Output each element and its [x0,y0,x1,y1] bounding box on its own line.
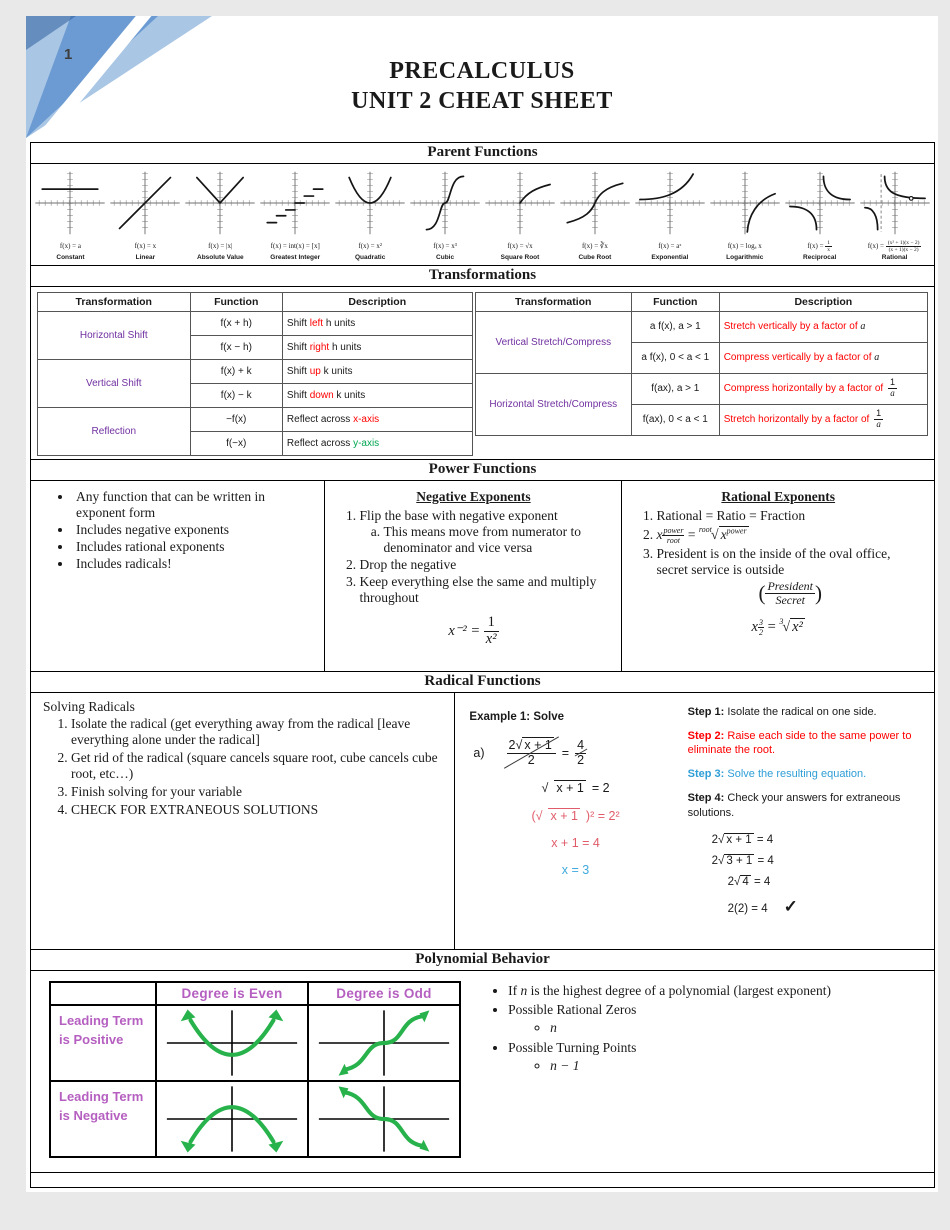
parent-function-formula: f(x) = x³ [433,242,457,251]
radicand: $x^{power}$ [720,526,747,542]
desc-pre: Shift [286,341,310,353]
transformation-description [719,311,927,342]
parent-function-constant [33,167,108,262]
desc-text: Stretch horizontally by a factor of [723,414,873,426]
parent-function-formula: f(x) = |x| [208,242,233,251]
example-title: Example 1: Solve [469,710,565,723]
transformation-name: Reflection [38,407,191,455]
table-header-row [50,982,460,1005]
step-item [359,574,611,606]
transformation-function: a f(x), a > 1 [631,311,719,342]
poly-header-degree-odd: Degree is Odd [308,982,460,1005]
transformation-function: f(−x) [190,431,282,455]
transformation-function: −f(x) [190,407,282,431]
polynomial-behavior-section [31,971,934,1172]
lhs-fraction: $\frac{2√ x + 1}{2}$ [507,739,556,768]
parent-function-quadratic [333,167,408,262]
equals-sign: = [767,618,776,635]
desc-pre: Shift [286,317,310,329]
parent-functions-row [31,164,934,265]
example-line-2: √ x + 1 = 2 [541,780,610,796]
transformations-table-left [37,292,473,456]
equals-sign: = [687,526,696,542]
section-header-parent-functions: Parent Functions [31,143,934,164]
table-row [38,359,473,383]
linear-graph-icon [108,167,182,239]
step-text: Raise each side to the same power to eliminate the root. [687,729,912,757]
step-text: President is on the inside of the oval office, secret service is outside [656,546,891,578]
step-item: 3. Finish solving for your variable [71,784,442,800]
root-index: root [698,524,712,534]
desc-keyword: up [309,365,321,377]
rational-exponents-steps [632,508,924,608]
parent-function-cube-root [557,167,632,262]
parent-function-reciprocal [782,167,857,262]
radicand: 4 [742,875,749,888]
table-row [475,311,927,342]
polynomial-notes [462,981,928,1158]
transformations-table-right [475,292,928,436]
mnemonic-fraction: $\frac{\text{President}}{\text{Secret}}$ [767,579,813,608]
root-index: 3 [779,616,784,626]
step-label: Step 2: [687,729,725,742]
negative-exponent-example [335,615,611,648]
transformation-name: Horizontal Shift [38,311,191,359]
parent-function-rational [857,167,932,262]
check-line-3: 2√ 4 = 4 [727,875,771,888]
sub-bullet-item: ◦ n [550,1020,924,1036]
odd-negative-graph-icon [309,1082,459,1156]
radicand: x + 1 [556,781,584,796]
radicand: x² [792,618,803,635]
transformation-function: f(ax), 0 < a < 1 [631,404,719,435]
desc-keyword: left [309,317,324,329]
formula-prefix: f(x) = [807,242,824,251]
solving-radicals-steps [43,716,442,818]
example-line-3: (√ x + 1 )² = 2² [531,808,620,824]
checkmark-icon: ✓ [783,896,798,916]
president-secret-mnemonic [656,580,924,607]
check-line-4: 2(2) = 4 ✓ [727,896,798,916]
sub-bullet-item: ◦ n − 1 [550,1058,924,1074]
desc-text: Stretch vertically by a factor of [723,321,861,333]
sub-bullets [508,1058,924,1074]
radicand: x + 1 [726,833,752,846]
check-line-2: 2√ 3 + 1 = 4 [711,854,774,867]
parent-function-exponential [632,167,707,262]
parent-function-formula: f(x) = aˣ [658,242,682,251]
cheat-sheet-frame [30,142,935,1188]
example-part-label: a) [473,746,485,761]
col-header-description: Description [282,292,472,311]
example-lhs: x⁻² = [448,622,481,639]
step-text: Check your answers for extraneous solutions. [687,792,901,820]
logarithmic-graph-icon [708,167,782,239]
example-line-1 [469,739,681,768]
rational-exponent-example [632,617,924,637]
radicand: x + 1 [524,737,552,752]
bullet-item: • Includes negative exponents [73,522,314,538]
step-item: 2. Get rid of the radical (square cancels square root, cube cancels cube root, etc…) [71,750,442,782]
table-row [50,1081,460,1157]
table-row [475,373,927,404]
end-behavior-grid [49,981,462,1158]
greatest-integer-graph-icon [258,167,332,239]
cubic-graph-icon [408,167,482,239]
step-text: Drop the negative [359,556,457,572]
even-negative-graph-icon [157,1082,307,1156]
step-3 [688,767,922,782]
transformation-function: f(x + h) [190,311,282,335]
formula-fraction: $\frac{1}{x}$ [827,239,831,253]
transformation-description [282,359,472,383]
col-header-description: Description [719,292,927,311]
parent-function-name: Quadratic [354,254,386,261]
rational-graph-icon [858,167,932,239]
corner-decoration [26,16,246,156]
transformation-function: f(x) − k [190,383,282,407]
parent-function-formula [868,239,922,254]
bullet-item: • Possible Turning Points ◦ n − 1 [508,1040,924,1074]
sub-bullets [508,1020,924,1036]
right-paren: ) [814,581,822,606]
parent-function-name: Linear [135,254,156,261]
parent-function-formula: f(x) = ∛x [581,242,608,251]
negative-exponents-column [324,481,622,671]
desc-keyword: y-axis [353,437,380,449]
radical-functions-section [31,693,934,949]
table-row [50,1005,460,1081]
coefficient: 2√ [508,737,523,752]
step-text: Solve the resulting equation. [727,768,867,781]
example-line-4: x + 1 = 4 [551,836,600,851]
step-text: Flip the base with negative exponent [359,507,558,523]
example-line-5: x = 3 [561,863,590,878]
poly-row-leading-positive: Leading Term is Positive [50,1005,156,1081]
rational-exponents-heading: Rational Exponents [721,488,836,504]
section-header-polynomial-behavior: Polynomial Behavior [31,949,934,971]
parent-function-name: Cubic [436,254,455,261]
step-4 [688,791,922,821]
step-item: 1. Isolate the radical (get everything away from the radical [leave everything alone under the radical] [71,716,442,748]
parent-function-linear [108,167,183,262]
equals-sign: = [561,746,570,761]
parent-function-formula: f(x) = √x [507,242,533,251]
radical-sign: √ [710,527,719,543]
parent-function-absolute-value [183,167,258,262]
negative-exponents-heading: Negative Exponents [416,488,531,504]
rhs-fraction: $\frac{4}{2}$ [577,737,585,767]
section-header-radical-functions: Radical Functions [31,671,934,693]
polynomial-behavior-table [49,981,461,1158]
transformation-function: f(x − h) [190,335,282,359]
polynomial-bullets [484,983,924,1074]
desc-post: h units [329,341,362,353]
power-overview-column [31,481,324,671]
transformation-description [282,431,472,455]
negative-exponents-steps [335,508,611,606]
poly-row-leading-negative: Leading Term is Negative [50,1081,156,1157]
constant-graph-icon [33,167,107,239]
substeps [359,524,611,556]
parent-function-logarithmic [707,167,782,262]
odd-positive-graph-icon [309,1006,459,1080]
desc-keyword: x-axis [353,413,380,425]
table-header-row [475,292,927,311]
desc-text: Compress vertically by a factor of [723,352,875,364]
variable-n: n [520,982,528,998]
power-functions-section [31,481,934,671]
parent-function-formula: f(x) = x² [358,242,382,251]
transformation-description [282,407,472,431]
left-paren: ( [758,581,766,606]
document-page [26,16,938,1192]
desc-post: h units [323,317,356,329]
section-header-transformations: Transformations [31,265,934,287]
transformation-description [282,383,472,407]
step-2 [688,729,922,759]
steps-column [686,693,934,949]
parent-function-formula [807,239,832,254]
step-item: 4. CHECK FOR EXTRANEOUS SOLUTIONS [71,802,442,818]
desc-keyword: right [309,341,330,353]
desc-fraction: $\frac{1}{a}$ [889,377,895,399]
table-header-row [38,292,473,311]
transformation-name: Horizontal Stretch/Compress [475,373,631,435]
poly-header-degree-even: Degree is Even [156,982,308,1005]
col-header-transformation: Transformation [38,292,191,311]
radicand: 3 + 1 [726,854,753,867]
check-line-1: 2√ x + 1 = 4 [711,833,774,846]
transformation-function: f(ax), a > 1 [631,373,719,404]
desc-pre: Shift [286,389,310,401]
step-item [656,525,924,545]
transformation-function: f(x) + k [190,359,282,383]
parent-function-name: Rational [881,254,908,261]
bullet-item: • Includes radicals! [73,556,314,572]
parent-function-cubic [408,167,483,262]
transformation-function: a f(x), 0 < a < 1 [631,342,719,373]
desc-post: k units [333,389,366,401]
parent-function-formula: f(x) = int(x) = [x] [270,242,320,251]
bullet-item: • If n is the highest degree of a polynomial (largest exponent) [508,983,924,999]
parent-function-name: Cube Root [578,254,612,261]
parent-function-formula: f(x) = x [134,242,157,251]
transformation-description [282,335,472,359]
radicand: x + 1 [550,809,578,824]
step-text: Keep everything else the same and multiply throughout [359,573,597,605]
title-line-1: PRECALCULUS [389,58,575,84]
footer-strip [31,1172,934,1187]
example-fraction: $\frac{1}{\text{x²}}$ [485,613,497,647]
step-item [359,508,611,556]
cube-root-graph-icon [558,167,632,239]
reciprocal-graph-icon [783,167,857,239]
parent-function-name: Greatest Integer [270,254,321,261]
desc-pre: Shift [286,365,310,377]
check-work [688,834,922,917]
bullet-item: • Includes rational exponents [73,539,314,555]
example-exponent-fraction: $\frac{3}{2}$ [758,617,763,637]
table-row [38,311,473,335]
square-root-graph-icon [483,167,557,239]
desc-pre: Reflect across [286,437,354,449]
title-line-2: UNIT 2 CHEAT SHEET [351,88,613,114]
solving-radicals-column [31,693,455,949]
col-header-function: Function [631,292,719,311]
parent-function-square-root [483,167,558,262]
exponential-graph-icon [633,167,707,239]
parent-function-formula: f(x) = a [59,242,81,251]
exponent-fraction: $\frac{\text{power}}{\text{root}}$ [663,525,684,545]
step-item [656,546,924,607]
parent-function-greatest-integer [258,167,333,262]
even-positive-graph-icon [157,1006,307,1080]
substep-item [383,524,611,556]
desc-fraction: $\frac{1}{a}$ [876,408,882,430]
transformation-description [719,373,927,404]
col-header-function: Function [190,292,282,311]
formula-prefix: f(x) = [867,242,884,251]
transformation-description [719,342,927,373]
example-base: x [751,618,758,635]
desc-variable: a [874,352,880,364]
step-item [656,508,924,524]
transformation-description [719,404,927,435]
formula-fraction: $\frac{\text{(x² + 1)(x − 2)}}{(x + 1)(x - 2)}$ [887,239,920,253]
parent-function-name: Square Root [500,254,540,261]
transformation-name: Vertical Shift [38,359,191,407]
bullet-item: • Any function that can be written in exponent form [73,489,314,521]
solving-radicals-heading: Solving Radicals [43,698,135,714]
transformation-description [282,311,472,335]
radical-sign: √ [782,619,791,635]
step-label: Step 3: [687,768,725,781]
power-overview-bullets [41,489,314,572]
parent-function-formula: f(x) = logₐ x [727,242,762,251]
substep-text: This means move from numerator to denominator and vice versa [383,523,582,555]
step-1 [688,705,922,720]
desc-text: Compress horizontally by a factor of [723,383,886,395]
transformation-name: Vertical Stretch/Compress [475,311,631,373]
bullet-item: • Possible Rational Zeros ◦ n [508,1002,924,1036]
absolute-value-graph-icon [183,167,257,239]
col-header-transformation: Transformation [475,292,631,311]
parent-function-name: Logarithmic [726,254,764,261]
step-text: Rational = Ratio = Fraction [656,507,806,523]
transformations-section [31,287,934,459]
parent-function-name: Absolute Value [197,254,244,261]
step-text: Isolate the radical on one side. [727,705,877,718]
desc-keyword: down [309,389,334,401]
poly-corner-cell [50,982,156,1005]
desc-post: k units [320,365,353,377]
section-header-power-functions: Power Functions [31,459,934,481]
rational-exponents-column [622,481,934,671]
formula-base: x [656,526,663,542]
quadratic-graph-icon [333,167,407,239]
desc-pre: Reflect across [286,413,354,425]
step-label: Step 1: [687,705,725,718]
step-item [359,557,611,573]
parent-function-name: Constant [56,254,85,261]
desc-variable: a [860,321,866,333]
example-column [455,693,685,949]
step-label: Step 4: [687,792,725,805]
parent-function-name: Reciprocal [803,254,837,261]
parent-function-name: Exponential [651,254,689,261]
table-row [38,407,473,431]
page-number: 1 [64,46,73,63]
